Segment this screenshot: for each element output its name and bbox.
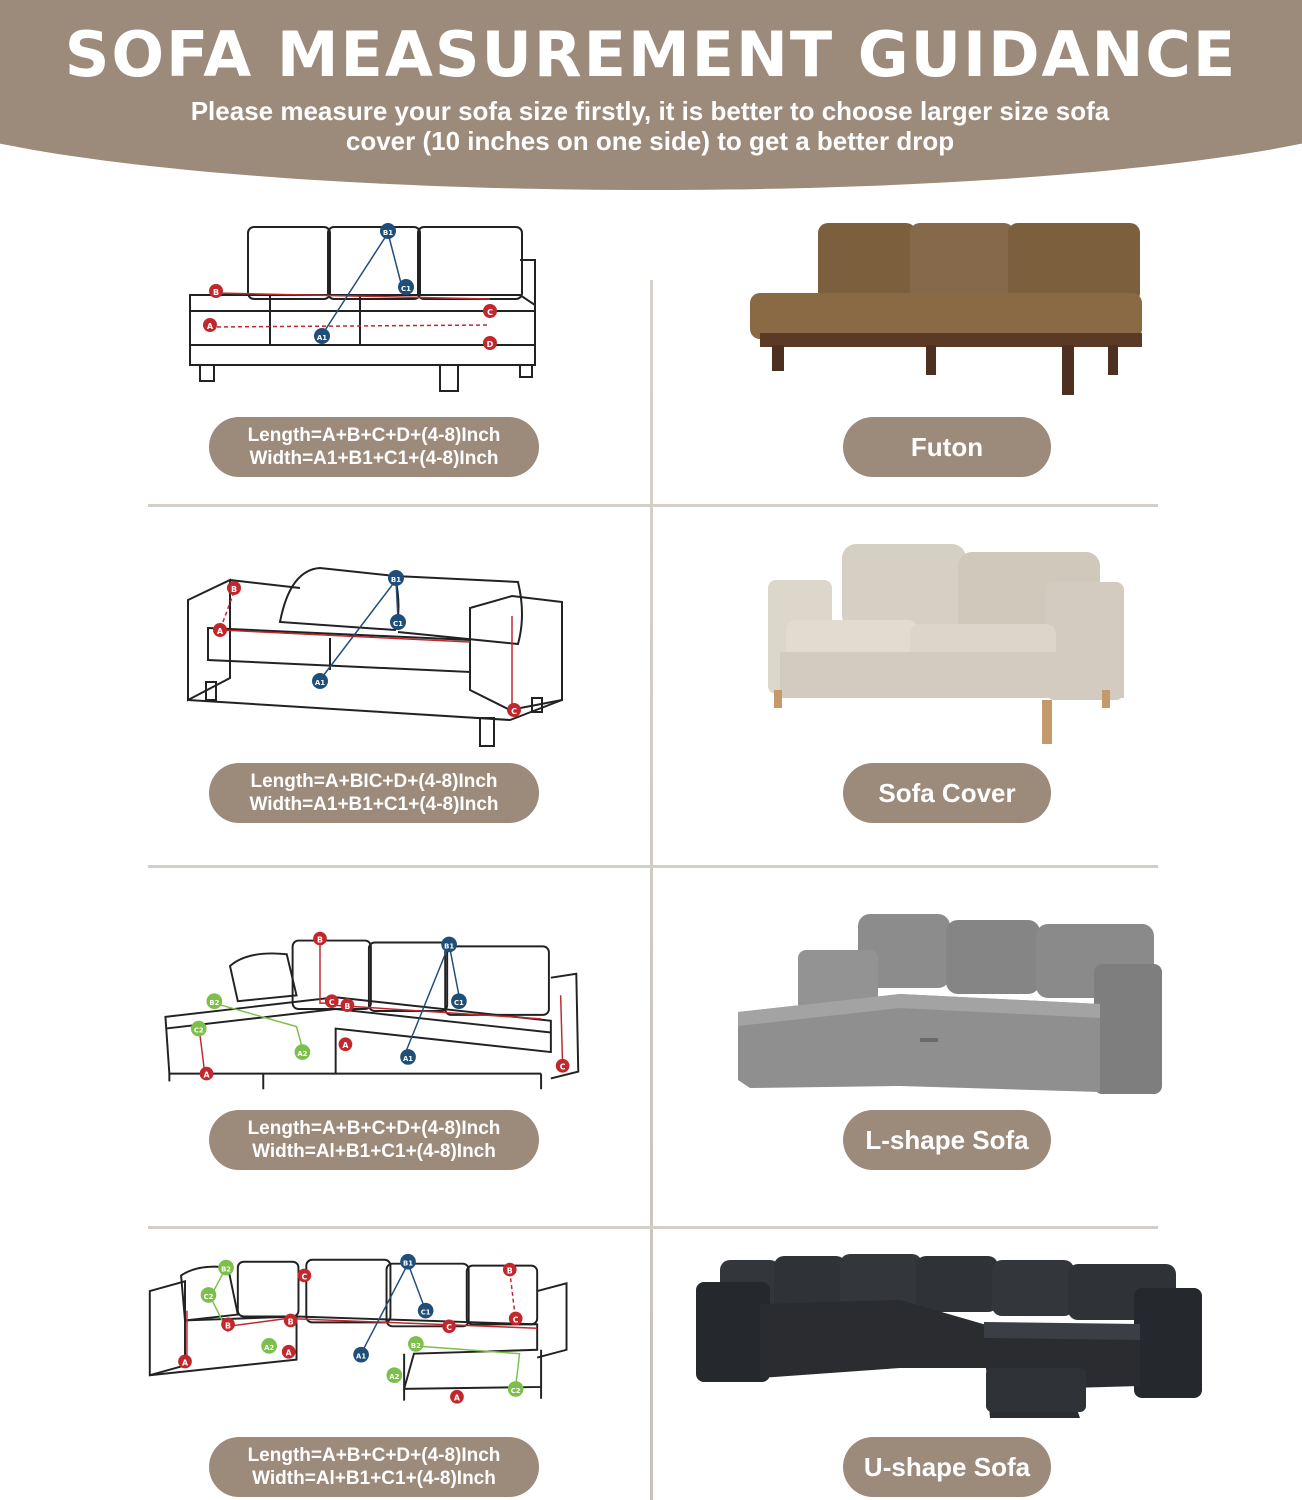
svg-text:A2: A2 bbox=[264, 1343, 275, 1352]
svg-text:A2: A2 bbox=[297, 1049, 308, 1058]
svg-text:D: D bbox=[486, 340, 494, 349]
l-shape-formula-badge bbox=[209, 1110, 539, 1170]
svg-text:C2: C2 bbox=[193, 1026, 204, 1035]
svg-text:C1: C1 bbox=[392, 620, 404, 628]
width-formula: Width=Al+B1+C1+(4-8)Inch bbox=[252, 1468, 496, 1489]
svg-text:C2: C2 bbox=[203, 1292, 214, 1301]
vertical-divider bbox=[650, 280, 653, 1500]
u-shape-formula-badge bbox=[209, 1437, 539, 1497]
svg-text:A: A bbox=[203, 1070, 210, 1080]
svg-text:B: B bbox=[230, 585, 238, 594]
sofa-cover-formula-badge bbox=[209, 763, 539, 823]
length-formula: Length=A+B+C+D+(4-8)Inch bbox=[247, 1118, 501, 1139]
width-formula: Width=A1+B1+C1+(4-8)Inch bbox=[249, 794, 499, 815]
svg-text:A1: A1 bbox=[403, 1054, 414, 1063]
futon-measurement-diagram bbox=[140, 215, 590, 395]
svg-text:B: B bbox=[212, 288, 220, 297]
svg-text:B: B bbox=[317, 935, 323, 945]
svg-text:A: A bbox=[342, 1041, 349, 1051]
sofa-cover-photo bbox=[690, 540, 1210, 750]
u-shape-measurement-diagram bbox=[140, 1250, 590, 1430]
svg-text:C: C bbox=[328, 998, 335, 1008]
width-formula: Width=A1+B1+C1+(4-8)Inch bbox=[249, 448, 499, 469]
u-shape-sofa-photo bbox=[690, 1248, 1210, 1428]
svg-text:A: A bbox=[285, 1348, 292, 1358]
svg-text:C: C bbox=[487, 308, 493, 317]
svg-text:C1: C1 bbox=[400, 285, 412, 293]
svg-text:A: A bbox=[206, 322, 214, 331]
svg-text:A1: A1 bbox=[356, 1352, 367, 1361]
futon-photo bbox=[690, 215, 1210, 400]
page-title: SOFA MEASUREMENT GUIDANCE bbox=[64, 18, 1238, 91]
row-divider bbox=[148, 865, 1158, 868]
l-shape-measurement-diagram bbox=[140, 925, 590, 1095]
svg-text:B1: B1 bbox=[382, 229, 394, 237]
svg-text:B: B bbox=[225, 1321, 232, 1331]
length-formula: Length=A+B+C+D+(4-8)Inch bbox=[247, 425, 501, 446]
futon-label: Futon bbox=[843, 417, 1051, 477]
page-subtitle bbox=[100, 96, 1200, 156]
svg-text:A1: A1 bbox=[316, 334, 328, 342]
svg-text:C2: C2 bbox=[510, 1386, 521, 1395]
svg-text:A1: A1 bbox=[314, 679, 326, 687]
l-shape-diagram-markers bbox=[191, 932, 570, 1081]
sofa-cover-label: Sofa Cover bbox=[843, 763, 1051, 823]
svg-text:C: C bbox=[301, 1272, 308, 1282]
svg-text:C: C bbox=[512, 1315, 519, 1325]
subtitle-line-1: Please measure your sofa size firstly, it is better to choose larger size sofa bbox=[190, 96, 1110, 126]
length-formula: Length=A+B+C+D+(4-8)Inch bbox=[247, 1445, 501, 1466]
svg-text:C1: C1 bbox=[454, 999, 464, 1008]
svg-text:B2: B2 bbox=[410, 1341, 421, 1350]
svg-text:B: B bbox=[506, 1266, 513, 1276]
svg-text:B: B bbox=[344, 1002, 351, 1012]
svg-text:C: C bbox=[446, 1323, 452, 1333]
l-shape-sofa-photo bbox=[690, 908, 1210, 1098]
sofa-cover-measurement-diagram bbox=[140, 560, 590, 750]
sofa-cover-diagram-markers bbox=[213, 570, 521, 717]
row-divider bbox=[148, 1226, 1158, 1229]
svg-text:A2: A2 bbox=[389, 1373, 400, 1382]
u-shape-sofa-label: U-shape Sofa bbox=[843, 1437, 1051, 1497]
l-shape-sofa-label: L-shape Sofa bbox=[843, 1110, 1051, 1170]
subtitle-line-2: cover (10 inches on one side) to get a better drop bbox=[345, 126, 955, 156]
svg-text:C1: C1 bbox=[420, 1308, 431, 1317]
futon-formula-badge bbox=[209, 417, 539, 477]
svg-text:B1: B1 bbox=[444, 942, 455, 951]
svg-text:B2: B2 bbox=[209, 999, 220, 1008]
length-formula: Length=A+BIC+D+(4-8)Inch bbox=[250, 771, 498, 792]
svg-text:B: B bbox=[287, 1317, 294, 1327]
svg-text:B1: B1 bbox=[403, 1259, 414, 1268]
svg-text:A: A bbox=[181, 1358, 189, 1368]
svg-text:B1: B1 bbox=[390, 576, 402, 584]
svg-text:C: C bbox=[511, 707, 517, 716]
width-formula: Width=Al+B1+C1+(4-8)Inch bbox=[252, 1141, 496, 1162]
svg-text:B2: B2 bbox=[221, 1265, 232, 1274]
svg-text:A: A bbox=[216, 627, 224, 636]
svg-text:A: A bbox=[453, 1393, 460, 1403]
svg-text:C: C bbox=[559, 1062, 566, 1072]
row-divider bbox=[148, 504, 1158, 507]
